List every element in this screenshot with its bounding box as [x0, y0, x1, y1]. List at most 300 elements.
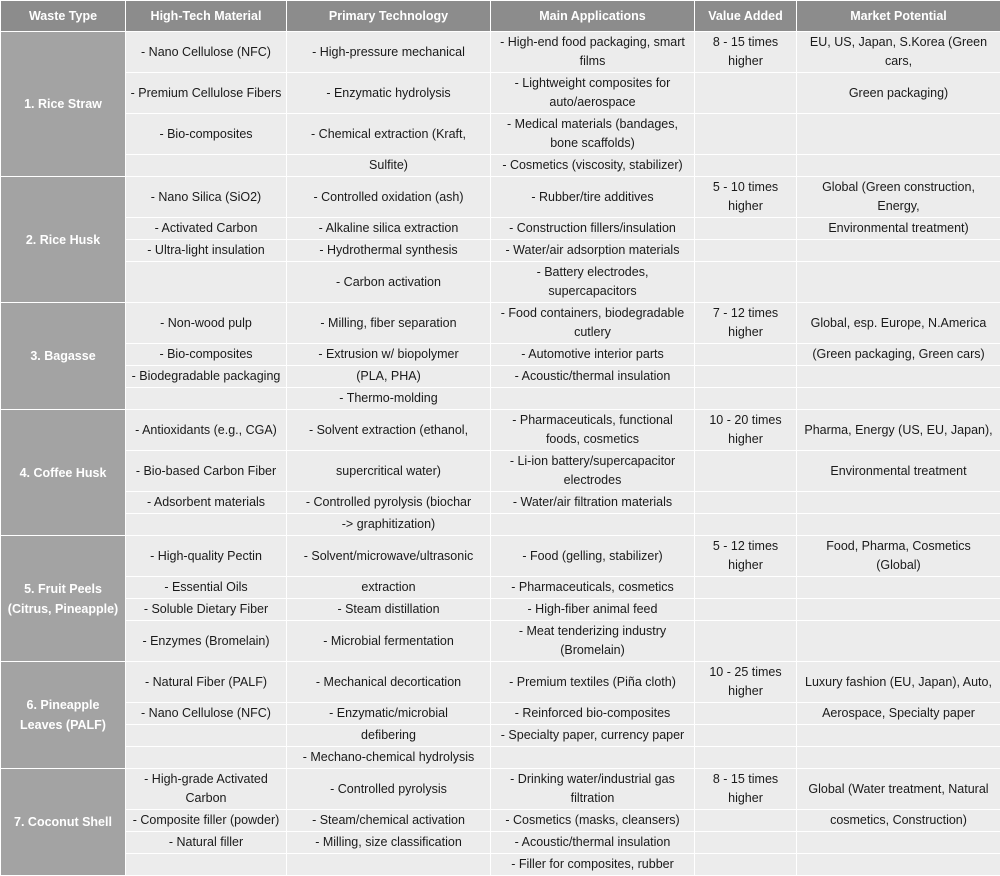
market-potential-cell: [797, 832, 1000, 854]
application-text: electrodes: [495, 471, 690, 490]
market-potential-cell: [797, 262, 1000, 303]
material-cell: [126, 492, 287, 514]
material-text: - Bio-based Carbon Fiber: [130, 462, 282, 481]
technology-text: - Milling, fiber separation: [291, 314, 486, 333]
material-text: - Nano Silica (SiO2): [130, 188, 282, 207]
material-cell: [126, 577, 287, 599]
application-text: - High-fiber animal feed: [495, 600, 690, 619]
value-added-text: 8 - 15 times: [699, 33, 792, 52]
material-text: - Antioxidants (e.g., CGA): [130, 421, 282, 440]
waste-type-label: 5. Fruit Peels: [5, 579, 121, 599]
technology-cell: [287, 492, 491, 514]
table-row: [1, 599, 1000, 621]
value-added-text: 10 - 25 times: [699, 663, 792, 682]
waste-type-label: 7. Coconut Shell: [5, 812, 121, 832]
header-market-potential: Market Potential: [797, 1, 1000, 32]
application-text: - Water/air filtration materials: [495, 493, 690, 512]
header-main-applications: Main Applications: [491, 1, 695, 32]
technology-cell: [287, 599, 491, 621]
application-text: - Construction fillers/insulation: [495, 219, 690, 238]
value-added-cell: [695, 262, 797, 303]
material-text: - Enzymes (Bromelain): [130, 632, 282, 651]
material-cell: [126, 599, 287, 621]
waste-type-label: 2. Rice Husk: [5, 230, 121, 250]
technology-cell: [287, 240, 491, 262]
technology-text: - Enzymatic/microbial: [291, 704, 486, 723]
market-potential-cell: [797, 218, 1000, 240]
application-cell: [491, 388, 695, 410]
market-potential-cell: [797, 155, 1000, 177]
application-text: - Water/air adsorption materials: [495, 241, 690, 260]
technology-cell: [287, 388, 491, 410]
application-cell: [491, 155, 695, 177]
waste-type-label: (Citrus, Pineapple): [5, 599, 121, 619]
technology-cell: [287, 177, 491, 218]
application-cell: [491, 410, 695, 451]
value-added-text: higher: [699, 323, 792, 342]
material-text: - Adsorbent materials: [130, 493, 282, 512]
application-text: - Drinking water/industrial gas: [495, 770, 690, 789]
market-potential-cell: [797, 240, 1000, 262]
application-cell: [491, 725, 695, 747]
technology-text: - Steam distillation: [291, 600, 486, 619]
application-text: auto/aerospace: [495, 93, 690, 112]
application-text: - Pharmaceuticals, functional: [495, 411, 690, 430]
waste-type-cell: [1, 303, 126, 410]
application-cell: [491, 599, 695, 621]
technology-cell: [287, 725, 491, 747]
technology-cell: [287, 114, 491, 155]
application-cell: [491, 262, 695, 303]
application-text: - Acoustic/thermal insulation: [495, 367, 690, 386]
material-cell: [126, 832, 287, 854]
value-added-cell: [695, 240, 797, 262]
technology-cell: [287, 703, 491, 725]
material-cell: [126, 177, 287, 218]
application-text: - Filler for composites, rubber: [495, 855, 690, 874]
technology-text: - Hydrothermal synthesis: [291, 241, 486, 260]
technology-text: - Chemical extraction (Kraft,: [291, 125, 486, 144]
application-text: - Cosmetics (viscosity, stabilizer): [495, 156, 690, 175]
market-potential-cell: [797, 177, 1000, 218]
market-potential-cell: [797, 514, 1000, 536]
table-row: [1, 810, 1000, 832]
table-row: [1, 344, 1000, 366]
waste-type-label: 6. Pineapple: [5, 695, 121, 715]
table-row: [1, 177, 1000, 218]
application-text: - High-end food packaging, smart: [495, 33, 690, 52]
technology-text: supercritical water): [291, 462, 486, 481]
market-potential-text: cars,: [801, 52, 996, 71]
material-cell: [126, 662, 287, 703]
technology-cell: [287, 662, 491, 703]
market-potential-text: Food, Pharma, Cosmetics: [801, 537, 996, 556]
value-added-text: higher: [699, 52, 792, 71]
value-added-cell: [695, 832, 797, 854]
technology-text: -> graphitization): [291, 515, 486, 534]
application-cell: [491, 536, 695, 577]
value-added-text: higher: [699, 789, 792, 808]
material-cell: [126, 240, 287, 262]
application-text: - Food (gelling, stabilizer): [495, 547, 690, 566]
material-text: - Non-wood pulp: [130, 314, 282, 333]
value-added-cell: [695, 662, 797, 703]
market-potential-cell: [797, 536, 1000, 577]
market-potential-cell: [797, 599, 1000, 621]
application-text: filtration: [495, 789, 690, 808]
material-text: - High-quality Pectin: [130, 547, 282, 566]
technology-text: - Enzymatic hydrolysis: [291, 84, 486, 103]
market-potential-cell: [797, 366, 1000, 388]
application-cell: [491, 514, 695, 536]
value-added-cell: [695, 410, 797, 451]
application-cell: [491, 240, 695, 262]
table-row: [1, 536, 1000, 577]
technology-cell: [287, 854, 491, 876]
table-body: [1, 32, 1000, 876]
application-text: - Specialty paper, currency paper: [495, 726, 690, 745]
header-high-tech-material: High-Tech Material: [126, 1, 287, 32]
material-cell: [126, 769, 287, 810]
technology-cell: [287, 344, 491, 366]
material-cell: [126, 366, 287, 388]
market-potential-cell: [797, 451, 1000, 492]
value-added-cell: [695, 114, 797, 155]
header-waste-type: Waste Type: [1, 1, 126, 32]
application-cell: [491, 621, 695, 662]
table-row: [1, 769, 1000, 810]
value-added-cell: [695, 621, 797, 662]
table-row: [1, 703, 1000, 725]
material-cell: [126, 388, 287, 410]
value-added-text: 10 - 20 times: [699, 411, 792, 430]
market-potential-cell: [797, 73, 1000, 114]
table-row: [1, 366, 1000, 388]
market-potential-text: Aerospace, Specialty paper: [801, 704, 996, 723]
technology-cell: [287, 303, 491, 344]
technology-text: - High-pressure mechanical: [291, 43, 486, 62]
application-text: cutlery: [495, 323, 690, 342]
application-cell: [491, 492, 695, 514]
table-row: [1, 114, 1000, 155]
value-added-cell: [695, 32, 797, 73]
table-row: [1, 155, 1000, 177]
technology-text: - Controlled oxidation (ash): [291, 188, 486, 207]
technology-text: Sulfite): [291, 156, 486, 175]
market-potential-text: Energy,: [801, 197, 996, 216]
table-row: [1, 32, 1000, 73]
application-text: - Automotive interior parts: [495, 345, 690, 364]
table-row: [1, 218, 1000, 240]
material-text: - Bio-composites: [130, 125, 282, 144]
value-added-text: 5 - 12 times: [699, 537, 792, 556]
application-text: - Premium textiles (Piña cloth): [495, 673, 690, 692]
application-cell: [491, 703, 695, 725]
value-added-cell: [695, 366, 797, 388]
technology-cell: [287, 810, 491, 832]
value-added-cell: [695, 810, 797, 832]
application-text: - Meat tenderizing industry: [495, 622, 690, 641]
table-row: [1, 832, 1000, 854]
application-text: - Food containers, biodegradable: [495, 304, 690, 323]
value-added-cell: [695, 577, 797, 599]
market-potential-cell: [797, 410, 1000, 451]
material-text: Carbon: [130, 789, 282, 808]
material-text: - Natural Fiber (PALF): [130, 673, 282, 692]
market-potential-cell: [797, 769, 1000, 810]
value-added-text: higher: [699, 682, 792, 701]
market-potential-cell: [797, 854, 1000, 876]
material-cell: [126, 218, 287, 240]
material-cell: [126, 73, 287, 114]
header-primary-technology: Primary Technology: [287, 1, 491, 32]
application-text: (Bromelain): [495, 641, 690, 660]
application-cell: [491, 32, 695, 73]
application-text: films: [495, 52, 690, 71]
table-row: [1, 854, 1000, 876]
technology-text: - Mechanical decortication: [291, 673, 486, 692]
technology-text: - Controlled pyrolysis: [291, 780, 486, 799]
waste-type-cell: [1, 177, 126, 303]
material-cell: [126, 451, 287, 492]
value-added-cell: [695, 599, 797, 621]
technology-cell: [287, 577, 491, 599]
table-row: [1, 514, 1000, 536]
technology-text: - Extrusion w/ biopolymer: [291, 345, 486, 364]
technology-text: - Controlled pyrolysis (biochar: [291, 493, 486, 512]
value-added-cell: [695, 703, 797, 725]
value-added-cell: [695, 725, 797, 747]
market-potential-cell: [797, 725, 1000, 747]
table-row: [1, 262, 1000, 303]
table-row: [1, 451, 1000, 492]
technology-text: extraction: [291, 578, 486, 597]
application-cell: [491, 177, 695, 218]
market-potential-cell: [797, 492, 1000, 514]
market-potential-cell: [797, 703, 1000, 725]
technology-text: - Solvent/microwave/ultrasonic: [291, 547, 486, 566]
application-cell: [491, 73, 695, 114]
waste-type-label: 4. Coffee Husk: [5, 463, 121, 483]
market-potential-text: Luxury fashion (EU, Japan), Auto,: [801, 673, 996, 692]
technology-cell: [287, 262, 491, 303]
table-row: [1, 240, 1000, 262]
material-text: - Essential Oils: [130, 578, 282, 597]
market-potential-cell: [797, 32, 1000, 73]
technology-text: - Solvent extraction (ethanol,: [291, 421, 486, 440]
value-added-cell: [695, 854, 797, 876]
application-cell: [491, 114, 695, 155]
material-cell: [126, 536, 287, 577]
application-text: - Rubber/tire additives: [495, 188, 690, 207]
market-potential-cell: [797, 344, 1000, 366]
value-added-text: 8 - 15 times: [699, 770, 792, 789]
application-text: - Medical materials (bandages,: [495, 115, 690, 134]
value-added-cell: [695, 218, 797, 240]
value-added-text: higher: [699, 430, 792, 449]
value-added-text: higher: [699, 197, 792, 216]
market-potential-text: Environmental treatment): [801, 219, 996, 238]
material-text: - Natural filler: [130, 833, 282, 852]
value-added-cell: [695, 769, 797, 810]
application-text: supercapacitors: [495, 282, 690, 301]
market-potential-text: (Global): [801, 556, 996, 575]
technology-cell: [287, 410, 491, 451]
value-added-cell: [695, 514, 797, 536]
material-text: - Soluble Dietary Fiber: [130, 600, 282, 619]
technology-text: - Milling, size classification: [291, 833, 486, 852]
application-text: - Pharmaceuticals, cosmetics: [495, 578, 690, 597]
value-added-cell: [695, 344, 797, 366]
application-cell: [491, 344, 695, 366]
technology-text: - Steam/chemical activation: [291, 811, 486, 830]
value-added-text: 7 - 12 times: [699, 304, 792, 323]
table-row: [1, 303, 1000, 344]
waste-type-cell: [1, 662, 126, 769]
material-text: - Composite filler (powder): [130, 811, 282, 830]
material-cell: [126, 303, 287, 344]
material-text: - Nano Cellulose (NFC): [130, 704, 282, 723]
material-text: - Premium Cellulose Fibers: [130, 84, 282, 103]
market-potential-cell: [797, 577, 1000, 599]
material-text: - Biodegradable packaging: [130, 367, 282, 386]
technology-cell: [287, 451, 491, 492]
value-added-cell: [695, 73, 797, 114]
value-added-cell: [695, 747, 797, 769]
material-cell: [126, 32, 287, 73]
application-text: - Acoustic/thermal insulation: [495, 833, 690, 852]
technology-cell: [287, 769, 491, 810]
market-potential-text: EU, US, Japan, S.Korea (Green: [801, 33, 996, 52]
technology-text: defibering: [291, 726, 486, 745]
market-potential-cell: [797, 747, 1000, 769]
market-potential-cell: [797, 621, 1000, 662]
waste-type-cell: [1, 32, 126, 177]
value-added-cell: [695, 303, 797, 344]
value-added-text: 5 - 10 times: [699, 178, 792, 197]
value-added-cell: [695, 451, 797, 492]
material-text: - High-grade Activated: [130, 770, 282, 789]
value-added-text: higher: [699, 556, 792, 575]
market-potential-text: Green packaging): [801, 84, 996, 103]
waste-type-cell: [1, 769, 126, 876]
application-cell: [491, 854, 695, 876]
value-added-cell: [695, 155, 797, 177]
header-row: [1, 1, 1000, 32]
table-row: [1, 388, 1000, 410]
market-potential-text: Global (Water treatment, Natural: [801, 780, 996, 799]
market-potential-cell: [797, 303, 1000, 344]
material-cell: [126, 410, 287, 451]
market-potential-text: cosmetics, Construction): [801, 811, 996, 830]
technology-text: (PLA, PHA): [291, 367, 486, 386]
technology-text: - Alkaline silica extraction: [291, 219, 486, 238]
table-row: [1, 410, 1000, 451]
technology-cell: [287, 621, 491, 662]
material-cell: [126, 703, 287, 725]
application-cell: [491, 303, 695, 344]
material-text: - Bio-composites: [130, 345, 282, 364]
table-row: [1, 577, 1000, 599]
material-cell: [126, 621, 287, 662]
market-potential-text: Global (Green construction,: [801, 178, 996, 197]
technology-cell: [287, 747, 491, 769]
market-potential-cell: [797, 662, 1000, 703]
table-row: [1, 662, 1000, 703]
material-text: - Activated Carbon: [130, 219, 282, 238]
technology-text: - Thermo-molding: [291, 389, 486, 408]
application-cell: [491, 662, 695, 703]
application-text: - Lightweight composites for: [495, 74, 690, 93]
technology-text: - Mechano-chemical hydrolysis: [291, 748, 486, 767]
application-cell: [491, 810, 695, 832]
waste-type-label: 3. Bagasse: [5, 346, 121, 366]
material-cell: [126, 114, 287, 155]
application-cell: [491, 832, 695, 854]
application-cell: [491, 747, 695, 769]
application-cell: [491, 577, 695, 599]
header-value-added: Value Added: [695, 1, 797, 32]
application-cell: [491, 769, 695, 810]
market-potential-cell: [797, 388, 1000, 410]
material-cell: [126, 810, 287, 832]
application-text: bone scaffolds): [495, 134, 690, 153]
table-row: [1, 725, 1000, 747]
material-text: - Ultra-light insulation: [130, 241, 282, 260]
application-cell: [491, 451, 695, 492]
waste-type-cell: [1, 410, 126, 536]
material-cell: [126, 262, 287, 303]
technology-cell: [287, 832, 491, 854]
technology-text: - Carbon activation: [291, 273, 486, 292]
value-added-cell: [695, 492, 797, 514]
waste-type-label: Leaves (PALF): [5, 715, 121, 735]
market-potential-text: Environmental treatment: [801, 462, 996, 481]
value-added-cell: [695, 536, 797, 577]
material-cell: [126, 854, 287, 876]
material-cell: [126, 155, 287, 177]
technology-cell: [287, 514, 491, 536]
market-potential-text: Pharma, Energy (US, EU, Japan),: [801, 421, 996, 440]
material-cell: [126, 747, 287, 769]
material-cell: [126, 344, 287, 366]
material-text: - Nano Cellulose (NFC): [130, 43, 282, 62]
technology-cell: [287, 218, 491, 240]
table-row: [1, 492, 1000, 514]
table-row: [1, 621, 1000, 662]
technology-cell: [287, 73, 491, 114]
waste-type-cell: [1, 536, 126, 662]
application-text: - Battery electrodes,: [495, 263, 690, 282]
application-text: foods, cosmetics: [495, 430, 690, 449]
application-text: - Li-ion battery/supercapacitor: [495, 452, 690, 471]
value-added-cell: [695, 388, 797, 410]
material-cell: [126, 725, 287, 747]
market-potential-cell: [797, 114, 1000, 155]
technology-cell: [287, 155, 491, 177]
technology-cell: [287, 366, 491, 388]
table-row: [1, 747, 1000, 769]
technology-cell: [287, 32, 491, 73]
market-potential-text: (Green packaging, Green cars): [801, 345, 996, 364]
application-cell: [491, 218, 695, 240]
market-potential-text: Global, esp. Europe, N.America: [801, 314, 996, 333]
application-cell: [491, 366, 695, 388]
table-row: [1, 73, 1000, 114]
waste-type-label: 1. Rice Straw: [5, 94, 121, 114]
technology-text: - Microbial fermentation: [291, 632, 486, 651]
value-added-cell: [695, 177, 797, 218]
